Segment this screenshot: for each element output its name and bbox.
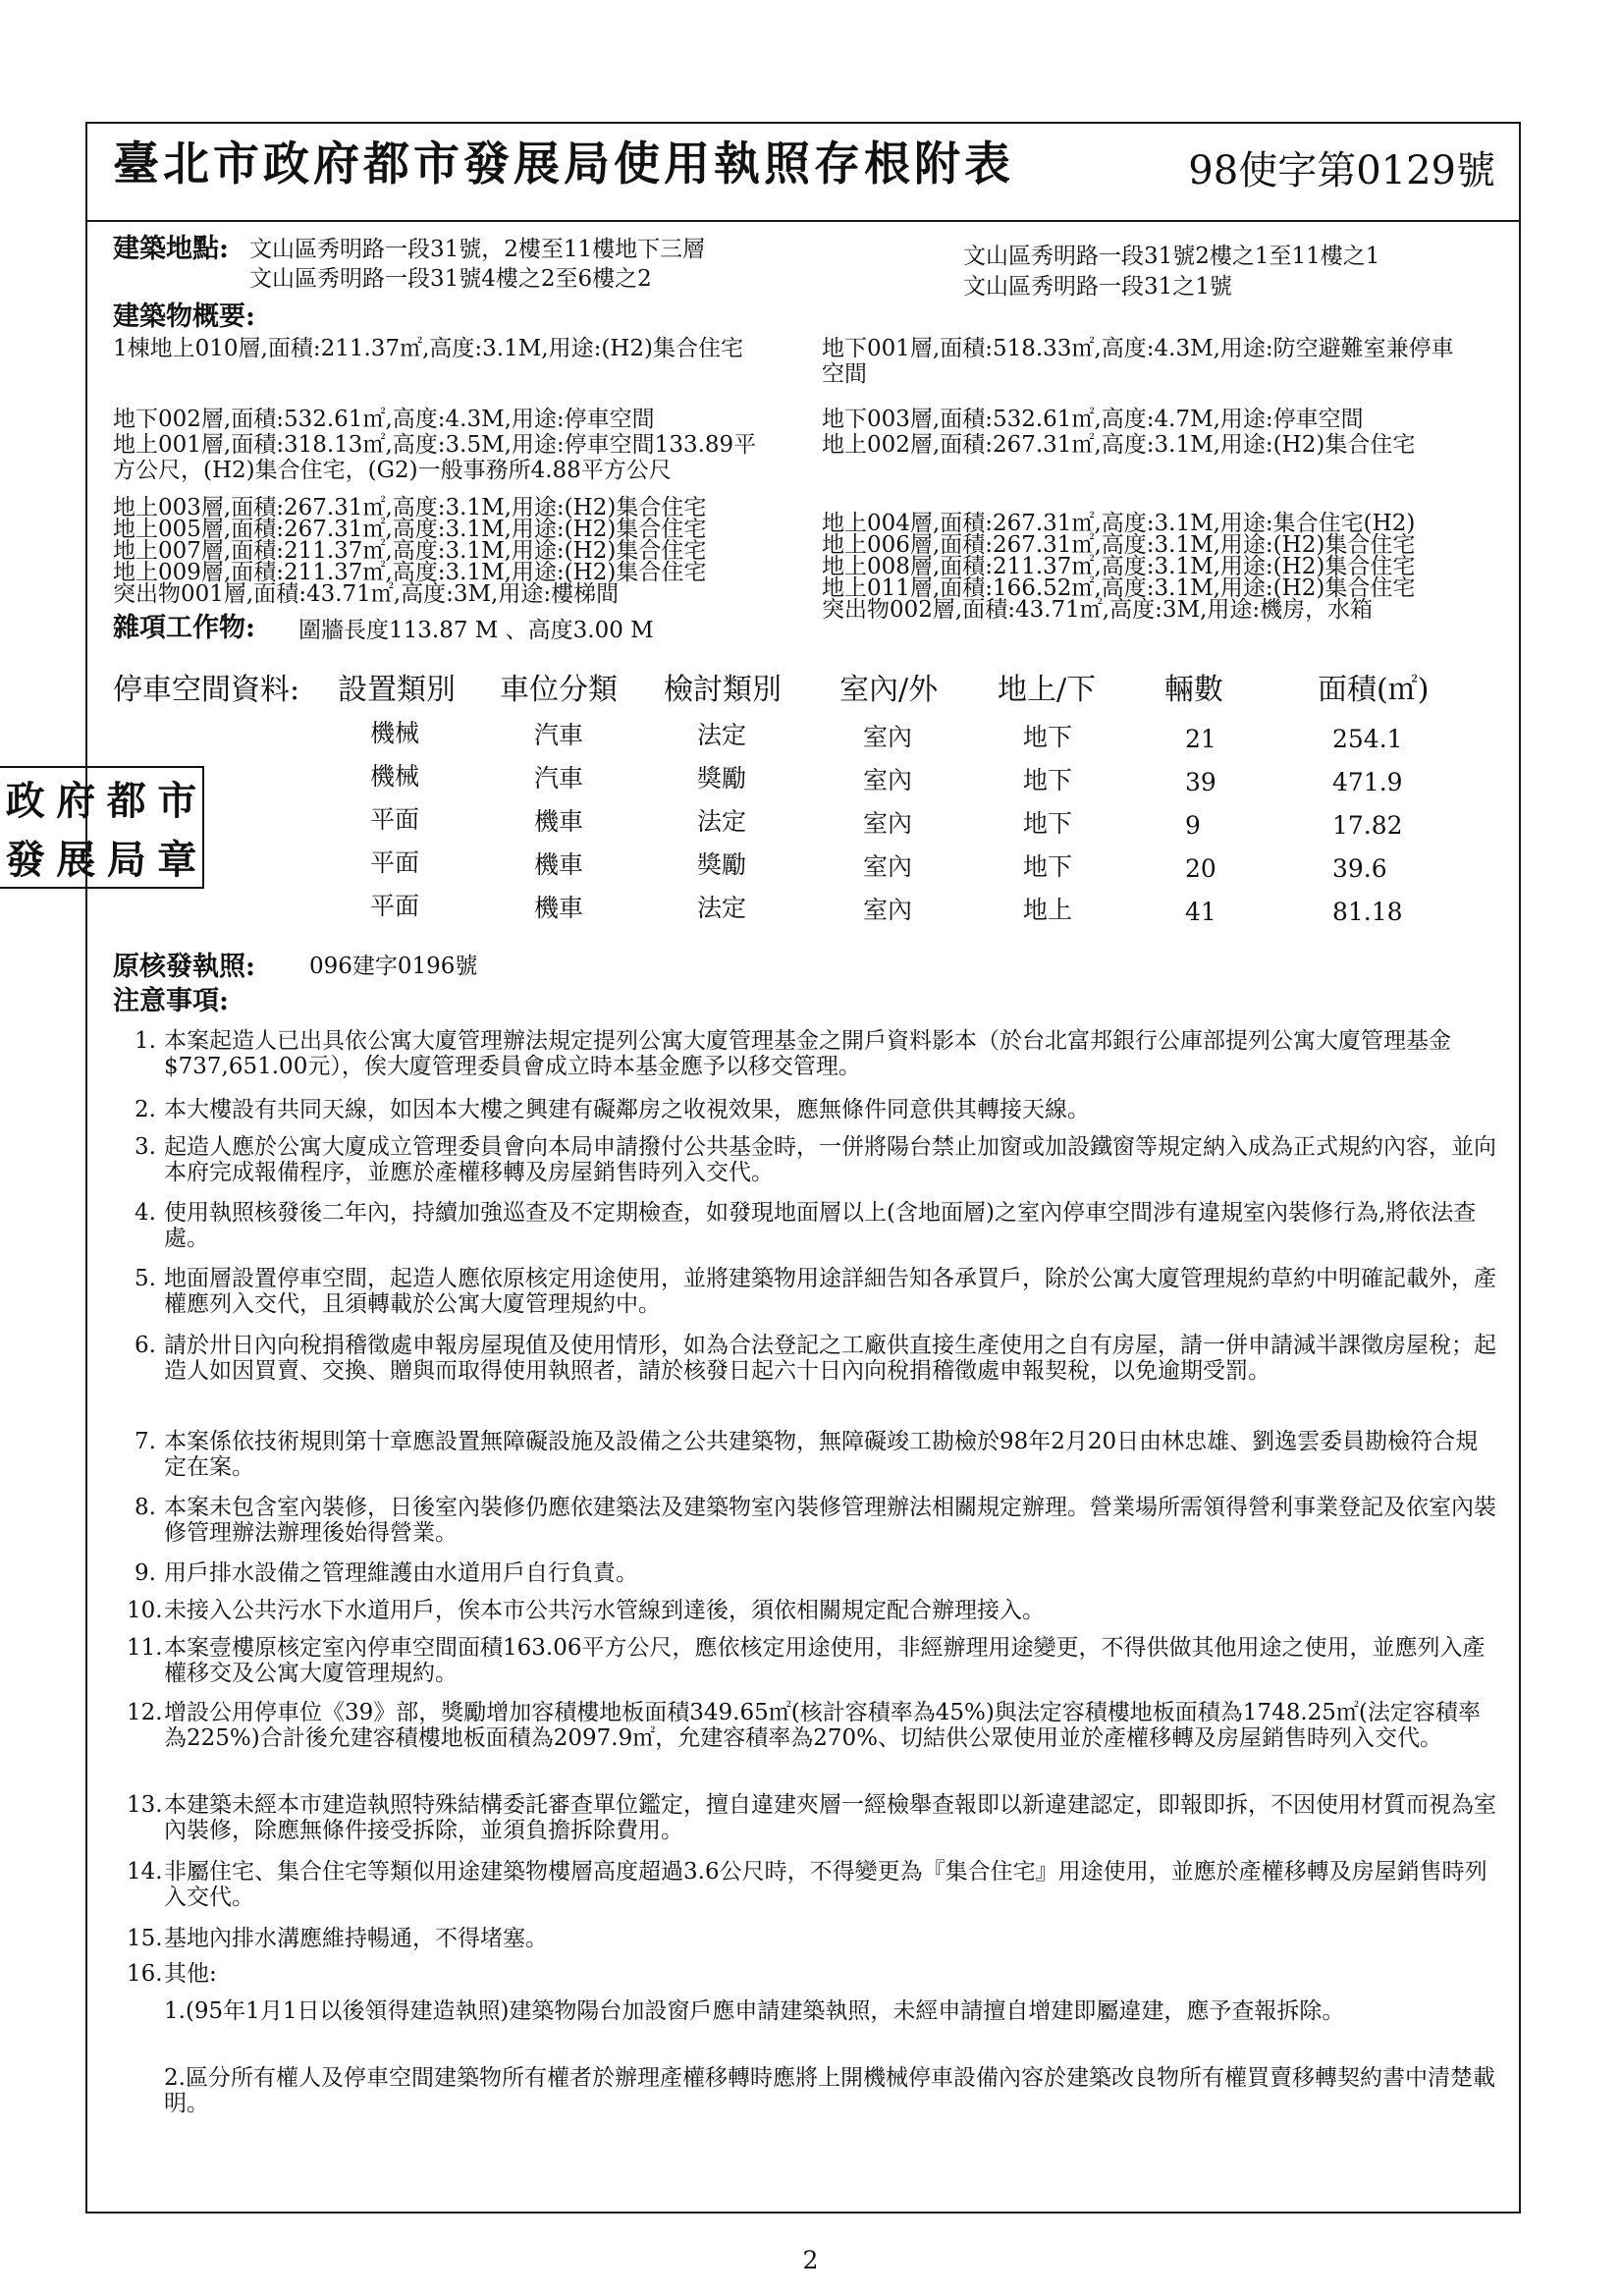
cell-level: 地下 [1023, 766, 1073, 794]
seal-char: 章 [157, 837, 197, 884]
cell-indoor: 室內 [863, 896, 913, 924]
overview-left-9: 突出物001層,面積:43.71㎡,高度:3M,用途:樓梯間 [113, 581, 620, 607]
seal-char: 展 [56, 837, 96, 884]
overview-label: 建築物概要: [113, 301, 255, 332]
page-number: 2 [802, 2246, 819, 2274]
cell-area: 39.6 [1332, 854, 1387, 883]
parking-header-indoor: 室內/外 [839, 673, 939, 707]
note-item [127, 1599, 1511, 1624]
cell-count: 21 [1185, 725, 1216, 753]
cell-count: 20 [1185, 854, 1216, 883]
overview-left-7: 地上007層,面積:211.37㎡,高度:3.1M,用途:(H2)集合住宅 [113, 538, 707, 564]
cell-review: 法定 [697, 894, 747, 922]
overview-left-2: 地下002層,面積:532.61㎡,高度:4.3M,用途:停車空間 [113, 407, 655, 432]
cell-vehicle: 機車 [534, 894, 584, 922]
cell-area: 254.1 [1332, 725, 1403, 753]
overview-left-6: 地上005層,面積:267.31㎡,高度:3.1M,用途:(H2)集合住宅 [113, 517, 707, 542]
seal-char: 府 [56, 777, 96, 824]
note-number: 5. [135, 1266, 156, 1291]
note-text: 未接入公共污水下水道用戶，俟本市公共污水管線到達後，須依相關規定配合辦理接入。 [164, 1598, 1045, 1623]
note-number: 4. [135, 1200, 156, 1226]
address-label: 建築地點: [113, 234, 229, 264]
note-item [127, 1927, 1511, 1952]
header-divider [87, 220, 1519, 222]
cell-type: 機械 [370, 762, 420, 791]
official-seal [0, 766, 204, 889]
cell-review: 法定 [697, 721, 747, 749]
overview-right-8: 地上011層,面積:166.52㎡,高度:3.1M,用途:(H2)集合住宅 [822, 575, 1416, 601]
note-text: 非屬住宅、集合住宅等類似用途建築物樓層高度超過3.6公尺時，不得變更為『集合住宅』用途使用，並應於產權移轉及房屋銷售時列入交代。 [164, 1859, 1487, 1910]
parking-header-area: 面積(㎡) [1318, 673, 1430, 707]
cell-level: 地上 [1023, 896, 1073, 924]
note-item [127, 1334, 1511, 1385]
seal-char: 發 [5, 837, 45, 884]
note-number: 6. [135, 1333, 156, 1358]
cell-review: 獎勵 [697, 764, 747, 793]
note-item [127, 1962, 1511, 1988]
cell-indoor: 室內 [863, 723, 913, 751]
overview-left-1: 1棟地上010層,面積:211.37㎡,高度:3.1M,用途:(H2)集合住宅 [113, 336, 743, 361]
document-title: 臺北市政府都市發展局使用執照存根附表 [113, 137, 1014, 191]
note-text: 本大樓設有共同天線，如因本大樓之興建有礙鄰房之收視效果，應無條件同意供其轉接天線。 [164, 1097, 1090, 1122]
parking-header-review: 檢討類別 [664, 673, 782, 707]
cell-level: 地下 [1023, 809, 1073, 838]
cell-vehicle: 汽車 [534, 721, 584, 749]
note-text: 本建築未經本市建造執照特殊結構委託審查單位鑑定，擅自違建夾層一經檢舉查報即以新違建認定，即報即拆，不因使用材質而視為室內裝修，除應無條件接受拆除，並須負擔拆除費用。 [164, 1792, 1496, 1843]
cell-vehicle: 汽車 [534, 764, 584, 793]
address-right-2: 文山區秀明路一段31之1號 [963, 274, 1232, 300]
note-sub-item: 1.(95年1月1日以後領得建造執照)建築物陽台加設窗戶應申請建築執照，未經申請擅自增建即屬違建，應予查報拆除。 [164, 1998, 1345, 2024]
seal-char: 局 [106, 837, 146, 884]
note-item [127, 1701, 1511, 1752]
note-item [127, 1496, 1511, 1547]
address-left-2: 文山區秀明路一段31號4樓之2至6樓之2 [249, 266, 652, 292]
document-frame [85, 122, 1521, 2214]
parking-header-count: 輛數 [1164, 673, 1223, 707]
note-number: 10. [127, 1598, 163, 1623]
seal-char: 市 [157, 777, 197, 824]
parking-header-vehicle: 車位分類 [500, 673, 618, 707]
note-text: 使用執照核發後二年內，持續加強巡查及不定期檢查，如發現地面層以上(含地面層)之室內停車空間涉有違規室內裝修行為,將依法查處。 [164, 1200, 1477, 1251]
note-number: 11. [127, 1635, 163, 1661]
note-text: 本案起造人已出具依公寓大廈管理辦法規定提列公寓大廈管理基金之開戶資料影本（於台北富邦銀行公庫部提列公寓大廈管理基金$737,651.00元），俟大廈管理委員會成立時本基金應予以移交管理。 [164, 1028, 1451, 1079]
overview-right-7: 地上008層,面積:211.37㎡,高度:3.1M,用途:(H2)集合住宅 [822, 554, 1416, 579]
cell-type: 機械 [370, 719, 420, 747]
cell-review: 獎勵 [697, 850, 747, 879]
seal-char: 政 [5, 777, 45, 824]
cell-type: 平面 [370, 805, 420, 834]
note-text: 增設公用停車位《39》部，獎勵增加容積樓地板面積349.65㎡(核計容積率為45%)與法定容積樓地板面積為1748.25㎡(法定容積率為225%)合計後允建容積樓地板面積為2097.9㎡，允建容積率為270%、切結供公眾使用並於產權移轉及房屋銷售時列入交代。 [164, 1700, 1481, 1751]
note-text: 本案係依技術規則第十章應設置無障礙設施及設備之公共建築物，無障礙竣工勘檢於98年2月20日由林忠雄、劉逸雲委員勘檢符合規定在案。 [164, 1429, 1479, 1480]
note-text: 用戶排水設備之管理維護由水道用戶自行負責。 [164, 1560, 638, 1586]
cell-level: 地下 [1023, 852, 1073, 881]
cell-area: 17.82 [1332, 811, 1403, 840]
cell-area: 471.9 [1332, 768, 1403, 796]
note-number: 9. [135, 1560, 156, 1586]
note-number: 7. [135, 1429, 156, 1454]
cell-level: 地下 [1023, 723, 1073, 751]
overview-right-9: 突出物002層,面積:43.71㎡,高度:3M,用途:機房，水箱 [822, 597, 1374, 623]
seal-char: 都 [106, 777, 146, 824]
note-item [127, 1793, 1511, 1844]
misc-value: 圍牆長度113.87 M 、高度3.00 M [298, 618, 654, 643]
note-sub-item: 2.區分所有權人及停車空間建築物所有權者於辦理產權移轉時應將上開機械停車設備內容於建築改良物所有權買賣移轉契約書中清楚載明。 [164, 2065, 1495, 2116]
original-license-label: 原核發執照: [113, 952, 255, 982]
note-number: 1. [135, 1028, 156, 1054]
cell-indoor: 室內 [863, 852, 913, 881]
cell-count: 39 [1185, 768, 1216, 796]
cell-indoor: 室內 [863, 766, 913, 794]
note-number: 13. [127, 1792, 163, 1818]
note-number: 16. [127, 1961, 163, 1987]
note-item [127, 1029, 1511, 1080]
original-license-value: 096建字0196號 [309, 954, 478, 979]
overview-right-2: 空間 [822, 361, 867, 387]
cell-vehicle: 機車 [534, 807, 584, 836]
note-item [127, 1135, 1511, 1186]
note-item [127, 1267, 1511, 1318]
overview-right-1: 地下001層,面積:518.33㎡,高度:4.3M,用途:防空避難室兼停車 [822, 336, 1454, 361]
note-item [127, 1636, 1511, 1687]
overview-left-3: 地上001層,面積:318.13㎡,高度:3.5M,用途:停車空間133.89平 [113, 432, 757, 458]
cell-count: 9 [1185, 811, 1201, 840]
note-text: 本案未包含室內裝修，日後室內裝修仍應依建築法及建築物室內裝修管理辦法相關規定辦理。營業場所需領得營利事業登記及依室內裝修管理辦法辦理後始得營業。 [164, 1495, 1496, 1546]
overview-right-4: 地上002層,面積:267.31㎡,高度:3.1M,用途:(H2)集合住宅 [822, 432, 1416, 458]
notes-label: 注意事項: [113, 986, 229, 1016]
note-text: 起造人應於公寓大廈成立管理委員會向本局申請撥付公共基金時，一併將陽台禁止加窗或加設鐵窗等規定納入成為正式規約內容，並向本府完成報備程序，並應於產權移轉及房屋銷售時列入交代。 [164, 1134, 1496, 1185]
overview-right-6: 地上006層,面積:267.31㎡,高度:3.1M,用途:(H2)集合住宅 [822, 532, 1416, 558]
overview-left-8: 地上009層,面積:211.37㎡,高度:3.1M,用途:(H2)集合住宅 [113, 560, 707, 585]
overview-left-4: 方公尺，(H2)集合住宅，(G2)一般事務所4.88平方公尺 [113, 458, 672, 483]
note-number: 15. [127, 1926, 163, 1951]
note-number: 3. [135, 1134, 156, 1160]
note-number: 14. [127, 1859, 163, 1885]
note-item [127, 1098, 1511, 1123]
license-number: 98使字第0129號 [1188, 148, 1495, 193]
note-number: 12. [127, 1700, 163, 1725]
note-item [127, 1430, 1511, 1481]
parking-label: 停車空間資料: [113, 673, 300, 707]
note-item [127, 1201, 1511, 1252]
cell-area: 81.18 [1332, 898, 1403, 926]
note-text: 本案壹樓原核定室內停車空間面積163.06平方公尺，應依核定用途使用，非經辦理用途變更，不得供做其他用途之使用，並應列入產權移交及公寓大廈管理規約。 [164, 1635, 1486, 1686]
cell-type: 平面 [370, 892, 420, 920]
cell-indoor: 室內 [863, 809, 913, 838]
note-number: 8. [135, 1495, 156, 1520]
address-right-1: 文山區秀明路一段31號2樓之1至11樓之1 [963, 244, 1380, 269]
note-text: 請於卅日內向稅捐稽徵處申報房屋現值及使用情形，如為合法登記之工廠供直接生產使用之自有房屋，請一併申請減半課徵房屋稅；起造人如因買賣、交換、贈與而取得使用執照者，請於核發日起六十日內向稅捐稽徵處申報契稅，以免逾期受罰。 [164, 1333, 1496, 1384]
overview-right-5: 地上004層,面積:267.31㎡,高度:3.1M,用途:集合住宅(H2) [822, 511, 1416, 536]
overview-left-5: 地上003層,面積:267.31㎡,高度:3.1M,用途:(H2)集合住宅 [113, 495, 707, 520]
cell-vehicle: 機車 [534, 850, 584, 879]
parking-header-type: 設置類別 [338, 673, 456, 707]
address-left-1: 文山區秀明路一段31號，2樓至11樓地下三層 [249, 237, 706, 262]
note-number: 2. [135, 1097, 156, 1122]
misc-label: 雜項工作物: [113, 613, 255, 643]
note-text: 基地內排水溝應維持暢通，不得堵塞。 [164, 1926, 548, 1951]
note-item [127, 1561, 1511, 1587]
cell-type: 平面 [370, 848, 420, 877]
note-text: 其他: [164, 1961, 217, 1987]
note-text: 地面層設置停車空間，起造人應依原核定用途使用，並將建築物用途詳細告知各承買戶，除於公寓大廈管理規約草約中明確記載外，產權應列入交代，且須轉載於公寓大廈管理規約中。 [164, 1266, 1496, 1317]
parking-header-level: 地上/下 [998, 673, 1097, 707]
cell-count: 41 [1185, 898, 1216, 926]
cell-review: 法定 [697, 807, 747, 836]
note-item [127, 1860, 1511, 1911]
overview-right-3: 地下003層,面積:532.61㎡,高度:4.7M,用途:停車空間 [822, 407, 1364, 432]
